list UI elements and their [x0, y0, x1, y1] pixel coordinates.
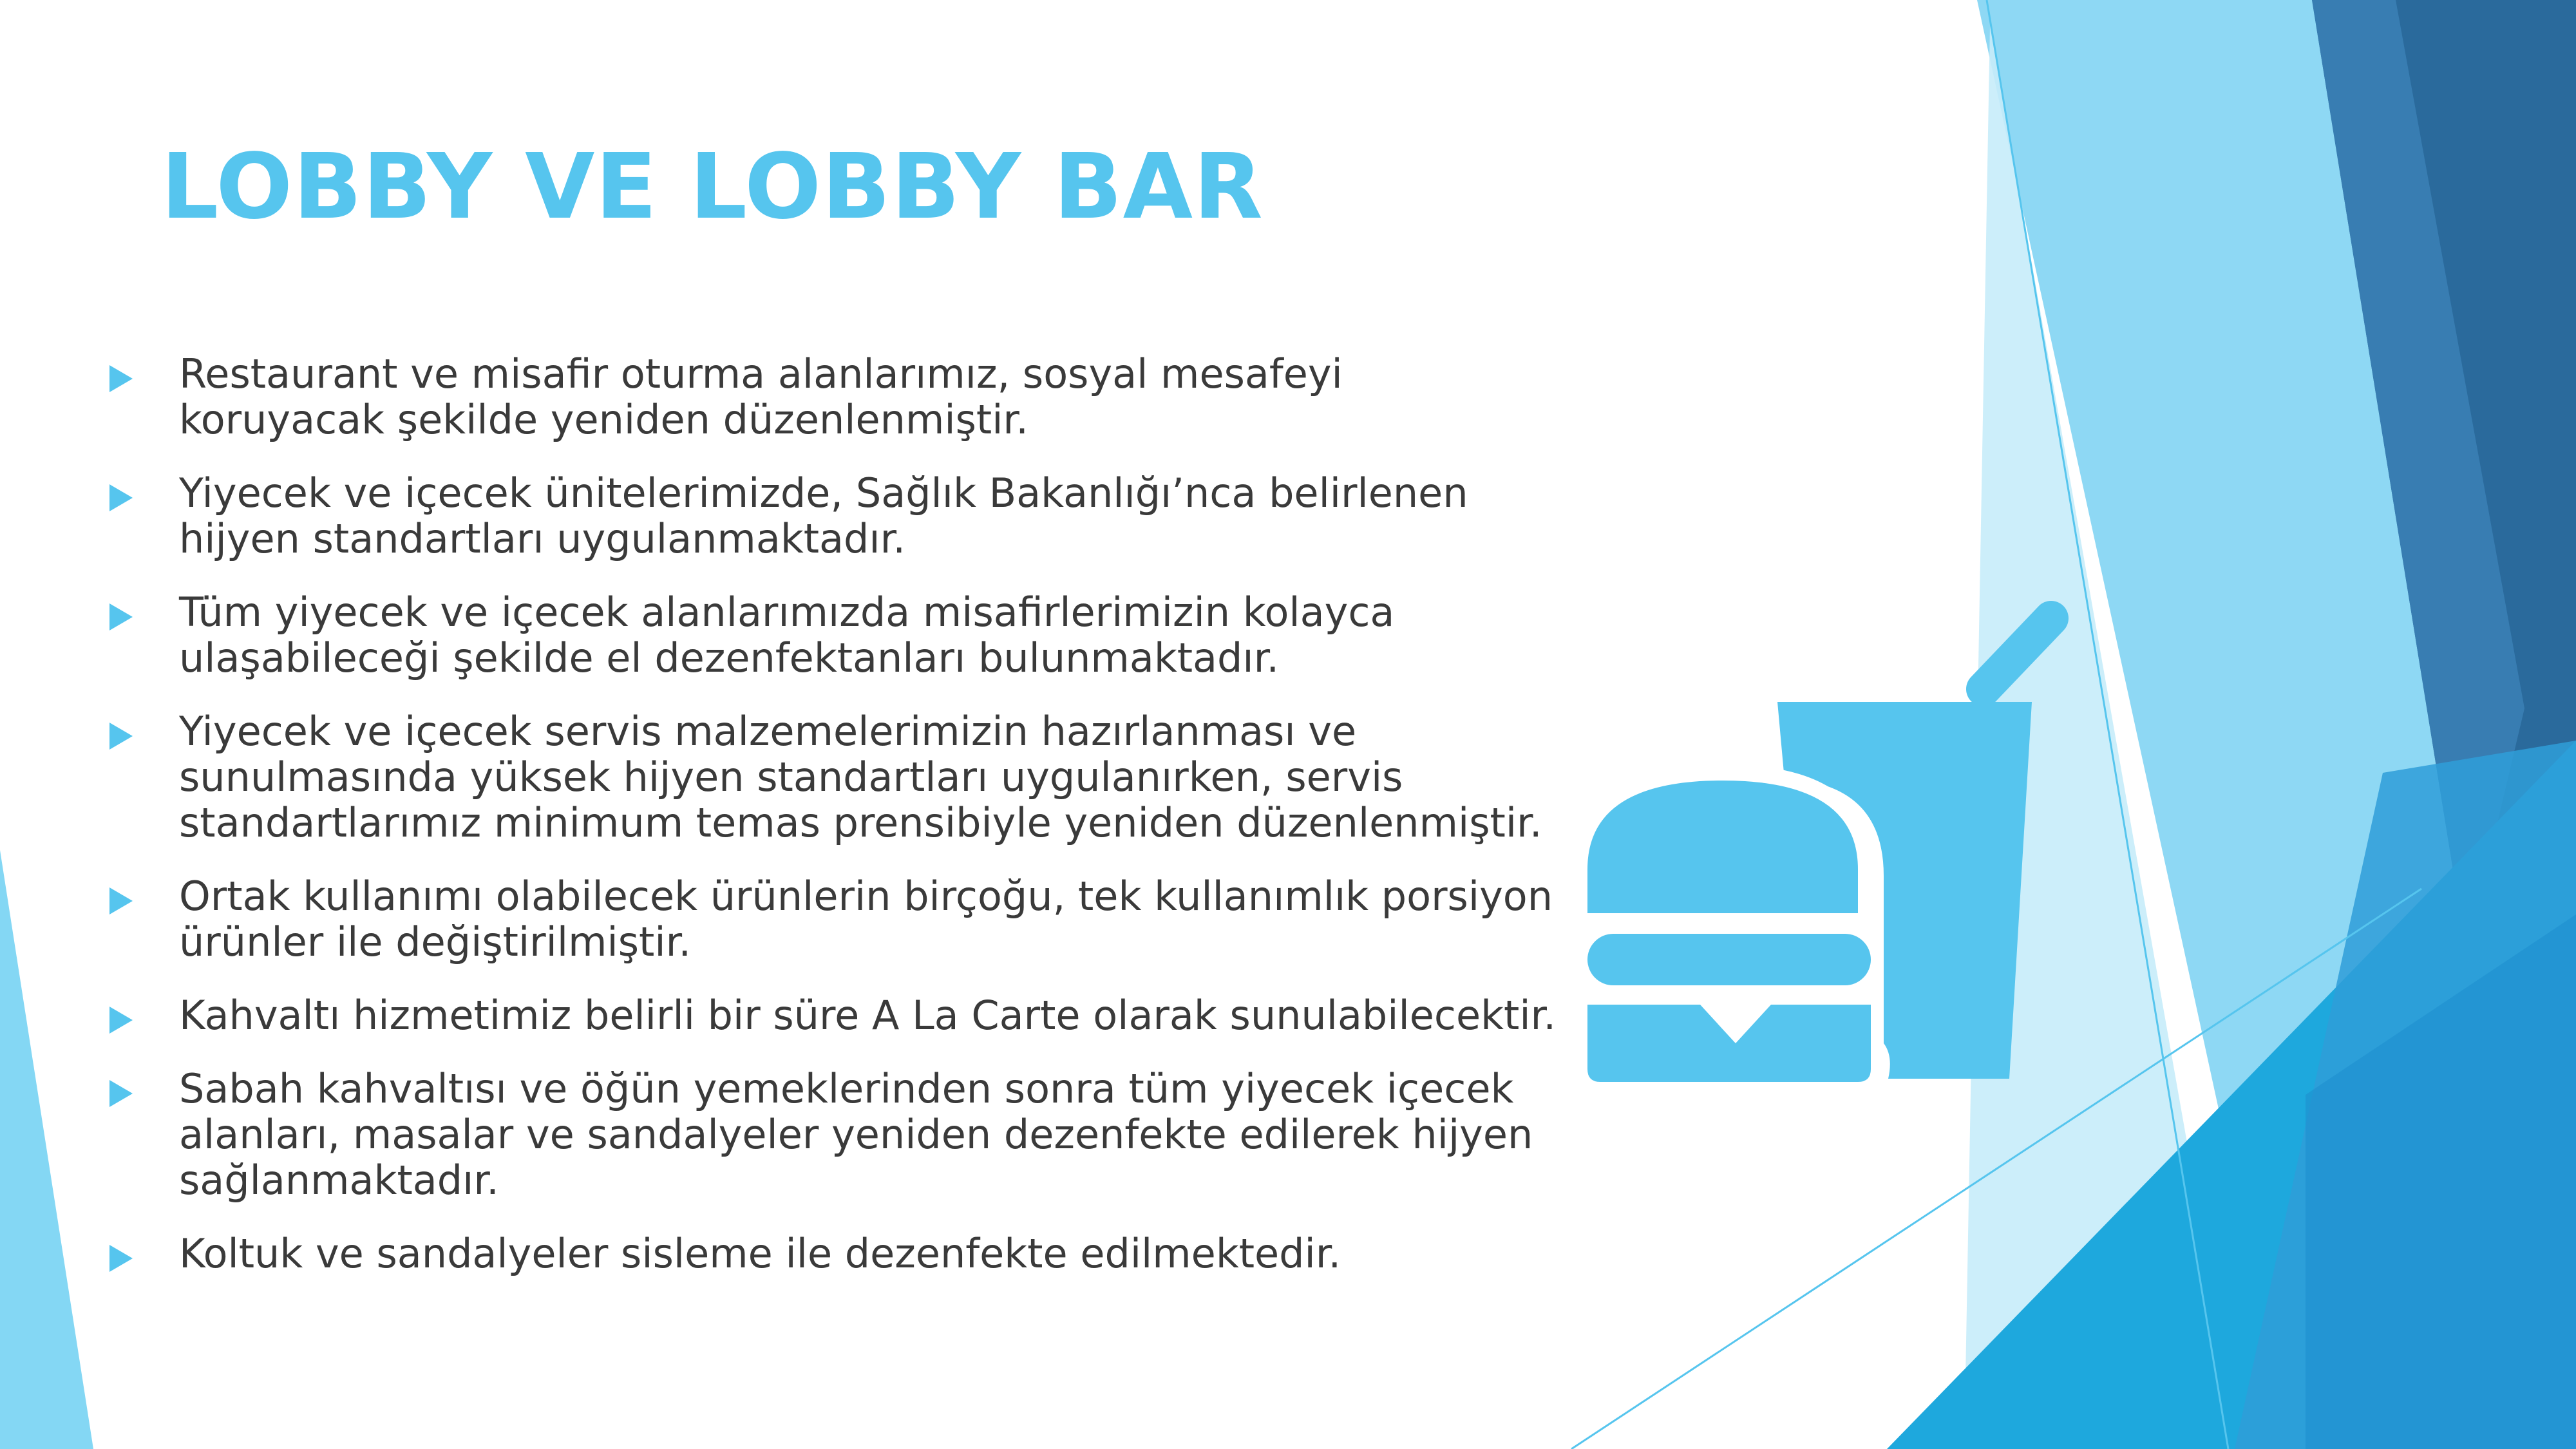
- triangle-bullet-icon: [109, 365, 133, 392]
- triangle-bullet-icon: [109, 887, 133, 914]
- triangle-bullet-icon: [109, 1245, 133, 1272]
- bullet-list: [103, 351, 1558, 1304]
- slide-title: LOBBY VE LOBBY BAR: [161, 135, 1264, 240]
- bullet-text: Ortak kullanımı olabilecek ürünlerin birçoğu, tek kullanımlık porsiyon ürünler ile değiştirilmiştir.: [179, 873, 1553, 965]
- triangle-bullet-icon: [109, 1080, 133, 1107]
- bullet-text: Yiyecek ve içecek ünitelerimizde, Sağlık Bakanlığı’nca belirlenen hijyen standartları uygulanmaktadır.: [179, 469, 1468, 562]
- bullet-item: [103, 1231, 1558, 1276]
- bullet-text: Restaurant ve misafir oturma alanlarımız, sosyal mesafeyi koruyacak şekilde yeniden düzenlenmiştir.: [179, 350, 1343, 443]
- bullet-text: Kahvaltı hizmetimiz belirli bir süre A La Carte olarak sunulabilecektir.: [179, 992, 1557, 1039]
- bullet-text: Sabah kahvaltısı ve öğün yemeklerinden sonra tüm yiyecek içecek alanları, masalar ve sandalyeler yeniden dezenfekte edilerek hijyen sağlanmaktadır.: [179, 1065, 1533, 1204]
- burger-patty-icon: [1587, 934, 1871, 985]
- triangle-bullet-icon: [109, 603, 133, 630]
- triangle-bullet-icon: [109, 723, 133, 750]
- left-edge-shape: [0, 850, 93, 1449]
- bullet-text: Koltuk ve sandalyeler sisleme ile dezenfekte edilmektedir.: [179, 1230, 1341, 1277]
- bullet-item: [103, 351, 1558, 442]
- bullet-item: [103, 470, 1558, 562]
- bullet-text: Tüm yiyecek ve içecek alanlarımızda misafirlerimizin kolayca ulaşabileceği şekilde el dezenfektanları bulunmaktadır.: [179, 589, 1395, 681]
- bullet-item: [103, 873, 1558, 965]
- bullet-item: [103, 589, 1558, 681]
- burger-bottom-bun-icon: [1587, 1005, 1871, 1082]
- bullet-item: [103, 992, 1558, 1038]
- straw-icon: [1984, 618, 2051, 689]
- bullet-item: [103, 1066, 1558, 1203]
- triangle-bullet-icon: [109, 484, 133, 511]
- burger-and-drink-icon: [1571, 592, 2080, 1088]
- bullet-item: [103, 708, 1558, 846]
- triangle-bullet-icon: [109, 1007, 133, 1034]
- bullet-text: Yiyecek ve içecek servis malzemelerimizin hazırlanması ve sunulmasında yüksek hijyen standartları uygulanırken, servis standartlarımız minimum temas prensibiyle yeniden düzenlenmiştir.: [179, 708, 1542, 846]
